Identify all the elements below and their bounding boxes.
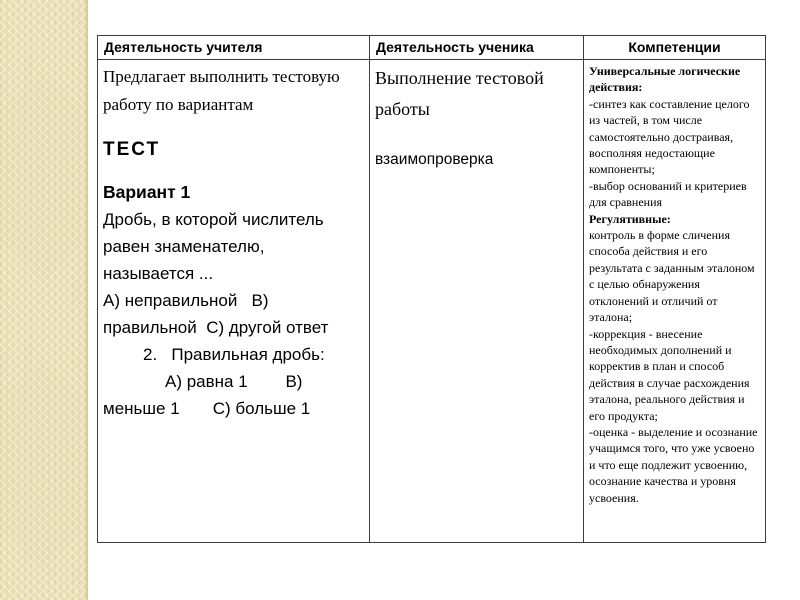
column-header-student-activity: Деятельность ученика	[370, 36, 584, 60]
logical-actions-heading: Универсальные логические действия:	[589, 64, 741, 95]
regulative-item: -коррекция - внесение необходимых дополнений и корректив в план и способ действия в случае расхождения эталона, реального действия и его продукта;	[589, 326, 750, 423]
left-decor-strip	[0, 0, 88, 600]
student-activity-cell	[370, 60, 584, 543]
question-2-answers: А) равна 1 В) меньше 1 С) больше 1	[103, 372, 311, 418]
regulative-item: -оценка - выделение и осознание учащимся того, что уже усвоено и что еще подлежит усвоению, осознание качества и уровня усвоения.	[589, 424, 758, 505]
question-1-answers: А) неправильной В) правильной С) другой ответ	[103, 291, 329, 337]
teacher-activity-cell	[98, 60, 370, 543]
competences-cell	[584, 60, 766, 543]
regulative-item: контроль в форме сличения способа действия и его результата с заданным эталоном с целью обнаружения отклонений и отличий от эталона;	[589, 228, 755, 325]
mutual-check-text: взаимопроверка	[375, 151, 494, 168]
student-action-text: Выполнение тестовой работы	[375, 68, 544, 119]
regulative-heading: Регулятивные:	[589, 211, 671, 226]
test-title: ТЕСТ	[103, 139, 161, 160]
table-header-row	[98, 36, 766, 60]
logical-item: -выбор оснований и критериев для сравнения	[589, 178, 747, 210]
variant-title: Вариант 1	[103, 182, 191, 202]
teacher-intro-text: Предлагает выполнить тестовую работу по вариантам	[103, 67, 340, 114]
table-body-row	[98, 60, 766, 543]
lesson-activity-table	[97, 35, 766, 543]
question-2-text: 2. Правильная дробь:	[143, 345, 325, 364]
column-header-teacher-activity: Деятельность учителя	[98, 36, 370, 60]
column-header-competences: Компетенции	[584, 36, 766, 60]
question-1-text: Дробь, в которой числитель равен знаменателю, называется ...	[103, 210, 329, 283]
logical-item: -синтез как составление целого из частей, в том числе самостоятельно достраивая, восполняя недостающие компоненты;	[589, 96, 750, 177]
